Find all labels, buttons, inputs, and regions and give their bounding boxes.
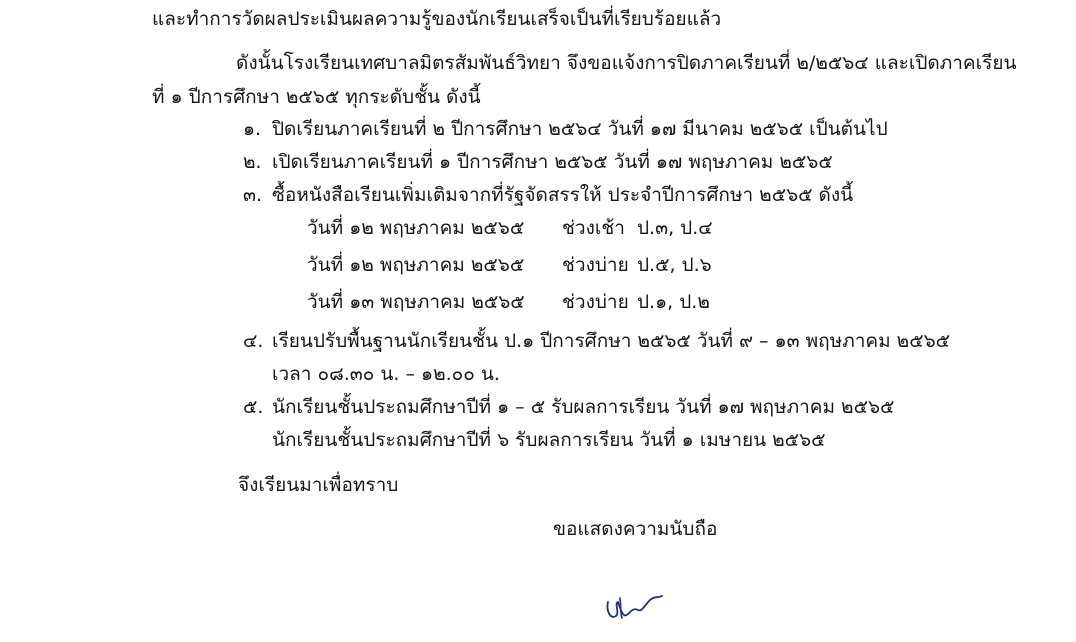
schedule-grades: ป.๕, ป.๖ [637,254,712,276]
regards-line: ขอแสดงความนับถือ [553,518,718,540]
schedule-date: วันที่ ๑๒ พฤษภาคม ๒๕๖๕ [307,254,525,276]
item-text-continued: นักเรียนชั้นประถมศึกษาปีที่ ๖ รับผลการเรียน วันที่ ๑ เมษายน ๒๕๖๕ [272,429,826,451]
item-text: ซื้อหนังสือเรียนเพิ่มเติมจากที่รัฐจัดสรรให้ ประจำปีการศึกษา ๒๕๖๕ ดังนี้ [272,184,854,206]
item-text: นักเรียนชั้นประถมศึกษาปีที่ ๑ – ๕ รับผลการเรียน วันที่ ๑๗ พฤษภาคม ๒๕๖๕ [272,396,895,418]
schedule-date: วันที่ ๑๓ พฤษภาคม ๒๕๖๕ [307,291,525,313]
schedule-period: ช่วงบ่าย [562,254,629,276]
announcement-line-2: ที่ ๑ ปีการศึกษา ๒๕๖๕ ทุกระดับชั้น ดังนี้ [152,86,481,108]
announcement-line-1: ดังนั้นโรงเรียนเทศบาลมิตรสัมพันธ์วิทยา จึงขอแจ้งการปิดภาคเรียนที่ ๒/๒๕๖๔ และเปิดภาคเรียน [236,52,1017,74]
item-number: ๒. [243,151,262,173]
schedule-grades: ป.๑, ป.๒ [637,291,710,313]
item-text: เปิดเรียนภาคเรียนที่ ๑ ปีการศึกษา ๒๕๖๕ วันที่ ๑๗ พฤษภาคม ๒๕๖๕ [272,151,833,173]
item-text-continued: เวลา ๐๘.๓๐ น. – ๑๒.๐๐ น. [272,363,500,385]
schedule-period: ช่วงบ่าย [562,291,629,313]
item-text: ปิดเรียนภาคเรียนที่ ๒ ปีการศึกษา ๒๕๖๔ วันที่ ๑๗ มีนาคม ๒๕๖๕ เป็นต้นไป [272,118,888,140]
schedule-grades: ป.๓, ป.๔ [637,217,713,239]
schedule-date: วันที่ ๑๒ พฤษภาคม ๒๕๖๕ [307,217,525,239]
item-number: ๔. [243,330,264,352]
item-number: ๓. [243,184,263,206]
item-number: ๕. [243,396,264,418]
item-number: ๑. [243,118,262,140]
continuation-line: และทำการวัดผลประเมินผลความรู้ของนักเรียนเสร็จเป็นที่เรียบร้อยแล้ว [152,8,722,30]
signature-mark [598,590,668,630]
closing-line: จึงเรียนมาเพื่อทราบ [238,474,399,496]
schedule-period: ช่วงเช้า [562,217,625,239]
item-text: เรียนปรับพื้นฐานนักเรียนชั้น ป.๑ ปีการศึกษา ๒๕๖๕ วันที่ ๙ – ๑๓ พฤษภาคม ๒๕๖๕ [272,330,951,352]
